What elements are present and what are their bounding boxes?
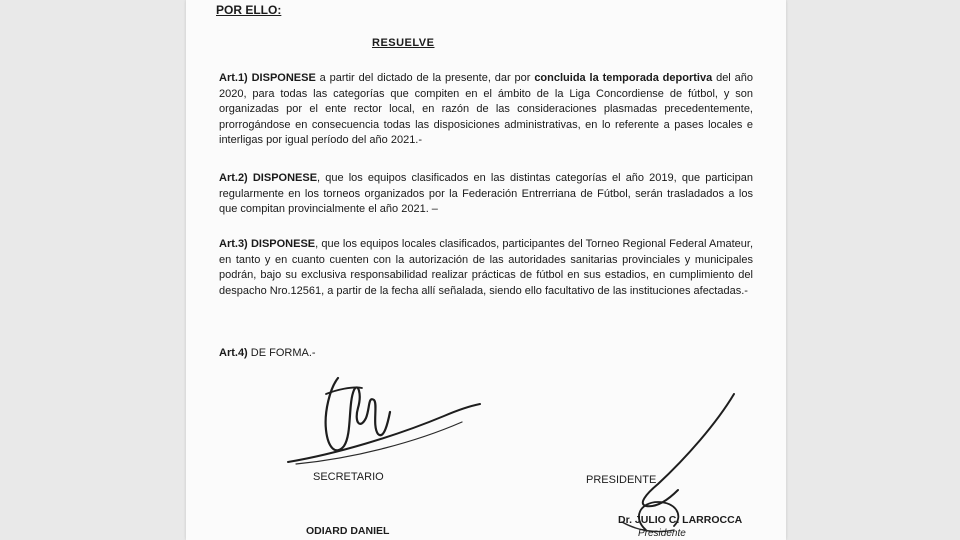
article-text: , que los equipos locales clasificados, participantes del Torneo Regional Federal Amateur, en tanto y en cuanto cuenten con la autorización de las autoridades sanitarias provinciales y municipales podrán, bajo su exclusiva responsabilidad realizar prácticas de fútbol en sus estadios, en cumplimiento del despacho Nro.12561, a partir de la fecha allí señalada, siendo ello facultativo de las instituciones afectadas.- [219, 238, 754, 297]
resuelve-title: RESUELVE [372, 37, 435, 49]
secretary-name: ODIARD DANIEL [306, 525, 390, 537]
article-text: DE FORMA.- [247, 347, 316, 359]
president-name: Dr. JULIO C. LARROCCA [618, 514, 743, 526]
article-keyword: DISPONESE [252, 172, 318, 184]
article-label: Art.2) [219, 172, 248, 184]
article-text: del año 2020, para todas las categorías que compiten en el ámbito de la Liga Concordiense de fútbol, y son organizadas por el ente rector local, en razón de las consideraciones plasmadas precedentemente, prorrogándose en consecuencia todas las disposiciones administrativas, en lo referente a pases locales e interligas por igual período del año 2021.- [219, 72, 753, 146]
article-2 [219, 171, 753, 218]
article-emphasis: concluida la temporada deportiva [534, 72, 713, 84]
heading-por-ello: POR ELLO: [216, 3, 282, 17]
article-label: Art.4) [219, 347, 248, 359]
article-keyword: DISPONESE [250, 238, 316, 250]
article-label: Art.3) [219, 238, 248, 250]
president-title: Presidente [638, 528, 686, 539]
article-1 [219, 71, 753, 149]
secretary-signature [266, 360, 506, 480]
article-text: a partir del dictado de la presente, dar por [315, 72, 535, 84]
secretary-label: SECRETARIO [313, 471, 384, 483]
document-page [186, 0, 786, 540]
article-3 [219, 237, 753, 299]
article-text: , que los equipos clasificados en las distintas categorías el año 2019, que participan regularmente en los torneos organizados por la Federación Entrerriana de Fútbol, serán trasladados a los que compitan provincialmente el año 2021. – [219, 172, 753, 215]
article-label: Art.1) [219, 72, 248, 84]
article-keyword: DISPONESE [251, 72, 316, 84]
president-label: PRESIDENTE [586, 474, 657, 486]
